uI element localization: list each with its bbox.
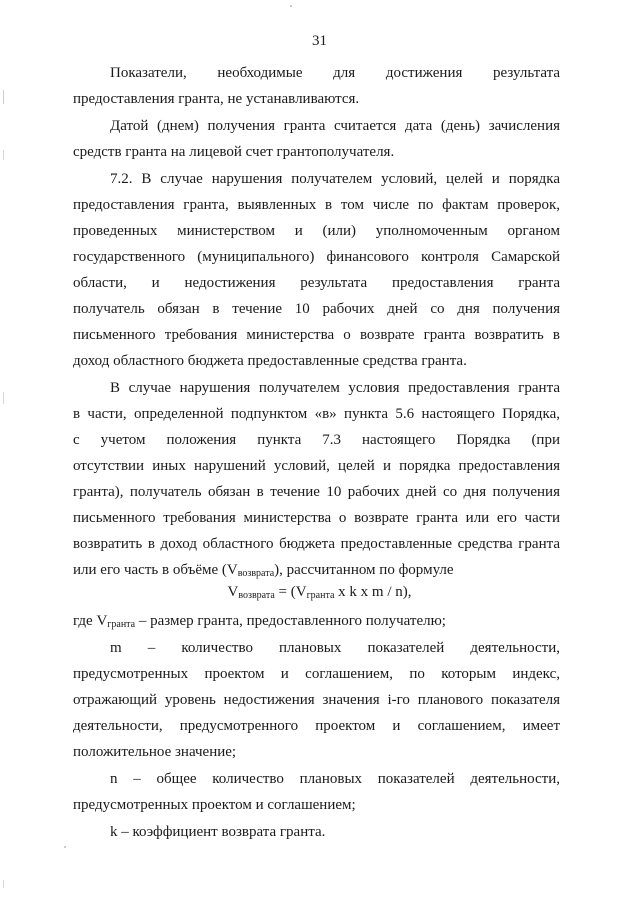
scan-mark	[3, 392, 4, 404]
text-line: средств гранта на лицевой счет грантополучателя.	[73, 144, 395, 160]
scan-mark	[64, 846, 66, 848]
text-line: предоставления гранта, не устанавливаются.	[73, 91, 360, 107]
text-line: получатель обязан в течение 10 рабочих дней со дня получения	[73, 301, 560, 317]
scan-mark	[3, 90, 4, 104]
text-line: в части, определенной подпунктом «в» пункта 5.6 настоящего Порядка,	[73, 406, 560, 422]
text-line: возвратить в доход областного бюджета предоставленные средства гранта	[73, 536, 560, 552]
text-line: где $V_{гранта}$ – размер гранта, предоставленного получателю;	[73, 613, 446, 630]
text-line: В случае нарушения получателем условия предоставления гранта	[110, 380, 560, 396]
text-line: отсутствии иных нарушений условий, целей и порядка предоставления	[73, 458, 560, 474]
text-line: предусмотренных проектом и соглашением, по которым индекс,	[73, 666, 560, 682]
page-number: 31	[312, 33, 327, 49]
text-line: письменного требования министерства о возврате гранта возвратить в	[73, 327, 560, 343]
text-line: положительное значение;	[73, 744, 237, 760]
text-line: отражающий уровень недостижения значения i-го планового показателя	[73, 692, 560, 708]
text-line: Датой (днем) получения гранта считается дата (день) зачисления	[110, 118, 560, 134]
text-line: гранта), получатель обязан в течение 10 рабочих дней со дня получения	[73, 484, 560, 500]
text-line: области, и недостижения результата предоставления гранта	[73, 275, 560, 291]
text-line: письменного требования министерства о возврате гранта или его части	[73, 510, 560, 526]
text-line: n – общее количество плановых показателей деятельности,	[110, 771, 560, 787]
text-line: или его часть в объёме $(V_{возврата})$, рассчитанном по формуле	[73, 562, 454, 579]
text-line: Показатели, необходимые для достижения результата	[110, 65, 560, 81]
text-line: k – коэффициент возврата гранта.	[110, 824, 326, 840]
text-line: 7.2. В случае нарушения получателем условий, целей и порядка	[110, 171, 560, 187]
text-line: предоставления гранта, выявленных в том числе по фактам проверок,	[73, 197, 560, 213]
scan-mark	[3, 880, 4, 888]
text-line: государственного (муниципального) финансового контроля Самарской	[73, 249, 560, 265]
text-line: предусмотренных проектом и соглашением;	[73, 797, 356, 813]
formula: $V_{возврата} = (V_{гранта}$ x k x m / n),	[227, 584, 412, 601]
text-line: m – количество плановых показателей деятельности,	[110, 640, 560, 656]
text-line: деятельности, предусмотренного проектом и соглашением, имеет	[73, 718, 560, 734]
text-line: с учетом положения пункта 7.3 настоящего Порядка (при	[73, 432, 560, 448]
text-line: проведенных министерством и (или) уполномоченным органом	[73, 223, 560, 239]
scan-mark	[290, 5, 292, 7]
text-line: доход областного бюджета предоставленные средства гранта.	[73, 353, 467, 369]
scan-mark	[3, 150, 4, 160]
